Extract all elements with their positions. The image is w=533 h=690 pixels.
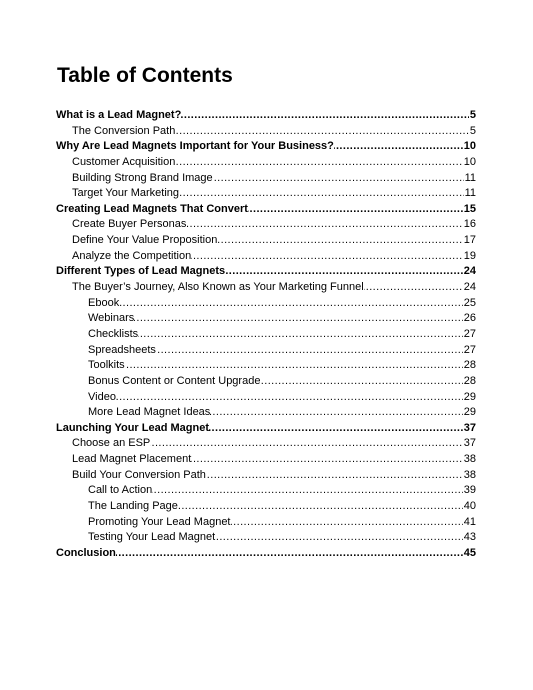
toc-entry-label: Bonus Content or Content Upgrade [88,374,261,387]
toc-entry-page-number: 25 [463,296,476,312]
toc-entry-label: Conclusion [56,546,116,559]
toc-entry[interactable] [56,374,476,390]
toc-entry[interactable] [56,436,476,452]
toc-entry[interactable] [56,483,476,499]
toc-entry-page-number: 17 [463,233,476,249]
toc-entry[interactable] [56,499,476,515]
toc-entry[interactable] [56,390,476,406]
toc-entry-page-number: 40 [463,499,476,515]
toc-entry[interactable] [56,452,476,468]
toc-entry-label: Video [88,390,116,403]
toc-entry[interactable] [56,264,476,280]
toc-entry-page-number: 5 [469,124,476,140]
dot-leader [88,296,476,312]
toc-entry[interactable] [56,546,476,562]
toc-entry[interactable] [56,405,476,421]
toc-entry-page-number: 15 [463,202,476,218]
toc-entry-label: Analyze the Competition [72,249,192,262]
toc-entry[interactable] [56,327,476,343]
toc-entry-label: Create Buyer Personas [72,218,187,231]
toc-entry[interactable] [56,139,476,155]
toc-entry-label: Creating Lead Magnets That Convert [56,202,248,215]
toc-entry-page-number: 27 [463,343,476,359]
toc-entry-page-number: 10 [463,139,476,155]
toc-entry-label: Different Types of Lead Magnets [56,265,226,278]
toc-entry-page-number: 10 [463,155,476,171]
toc-entry-label: Define Your Value Proposition [72,234,218,247]
toc-entry-page-number: 38 [463,452,476,468]
toc-entry-label: Choose an ESP [72,437,151,450]
toc-entry-page-number: 16 [463,217,476,233]
toc-entry-page-number: 37 [463,436,476,452]
toc-entry-label: Spreadsheets [88,343,156,356]
page-title: Table of Contents [57,64,233,87]
toc-entry[interactable] [56,171,476,187]
toc-entry-page-number: 29 [463,405,476,421]
toc-entry-label: Promoting Your Lead Magnet [88,515,231,528]
toc-entry-label: Testing Your Lead Magnet [88,531,216,544]
toc-entry-label: Ebook [88,296,120,309]
toc-entry-page-number: 11 [464,186,476,202]
toc-entry[interactable] [56,233,476,249]
toc-entry[interactable] [56,202,476,218]
toc-entry[interactable] [56,421,476,437]
toc-entry-page-number: 43 [463,530,476,546]
toc-entry-label: Customer Acquisition [72,155,176,168]
toc-entry-label: Checklists [88,327,139,340]
toc-entry[interactable] [56,155,476,171]
toc-entry-label: Call to Action [88,484,153,497]
toc-entry[interactable] [56,186,476,202]
dot-leader [88,358,476,374]
toc-entry[interactable] [56,108,476,124]
toc-entry-label: Target Your Marketing [72,187,180,200]
toc-entry-page-number: 39 [463,483,476,499]
toc-entry-page-number: 24 [463,280,476,296]
toc-entry[interactable] [56,296,476,312]
toc-entry-page-number: 5 [469,108,476,124]
dot-leader [88,311,476,327]
toc-entry[interactable] [56,217,476,233]
toc-entry-page-number: 28 [463,374,476,390]
toc-entry-page-number: 41 [463,515,476,531]
toc-entry-page-number: 11 [464,171,476,187]
toc-entry[interactable] [56,530,476,546]
toc-entry-label: The Conversion Path [72,124,176,137]
toc-entry[interactable] [56,124,476,140]
toc-entry[interactable] [56,358,476,374]
toc-entry-label: Building Strong Brand Image [72,171,213,184]
dot-leader [56,546,476,562]
toc-entry[interactable] [56,249,476,265]
toc-entry[interactable] [56,468,476,484]
toc-entry-label: The Landing Page [88,500,178,513]
toc-entry-label: What is a Lead Magnet? [56,109,182,121]
toc-entry-page-number: 19 [463,249,476,265]
toc-entry-page-number: 29 [463,390,476,406]
toc-entry[interactable] [56,343,476,359]
dot-leader [88,327,476,343]
toc-entry-label: More Lead Magnet Ideas [88,406,211,419]
toc-entry-page-number: 24 [463,264,476,280]
toc-list [56,108,476,562]
toc-entry-label: Launching Your Lead Magnet [56,421,209,434]
toc-entry-label: Toolkits [88,359,125,372]
toc-entry[interactable] [56,311,476,327]
toc-entry-label: Build Your Conversion Path [72,468,206,481]
toc-entry-label: Lead Magnet Placement [72,453,192,466]
toc-entry[interactable] [56,280,476,296]
toc-entry-page-number: 45 [463,546,476,562]
toc-entry-page-number: 37 [463,421,476,437]
toc-entry-label: The Buyer’s Journey, Also Known as Your Marketing Funnel [72,281,364,294]
toc-entry-page-number: 38 [463,468,476,484]
toc-entry-page-number: 28 [463,358,476,374]
toc-entry-page-number: 27 [463,327,476,343]
toc-entry-page-number: 26 [463,311,476,327]
toc-entry-label: Why Are Lead Magnets Important for Your Business? [56,140,334,153]
dot-leader [88,390,476,406]
toc-entry-label: Webinars [88,312,135,325]
toc-entry[interactable] [56,515,476,531]
